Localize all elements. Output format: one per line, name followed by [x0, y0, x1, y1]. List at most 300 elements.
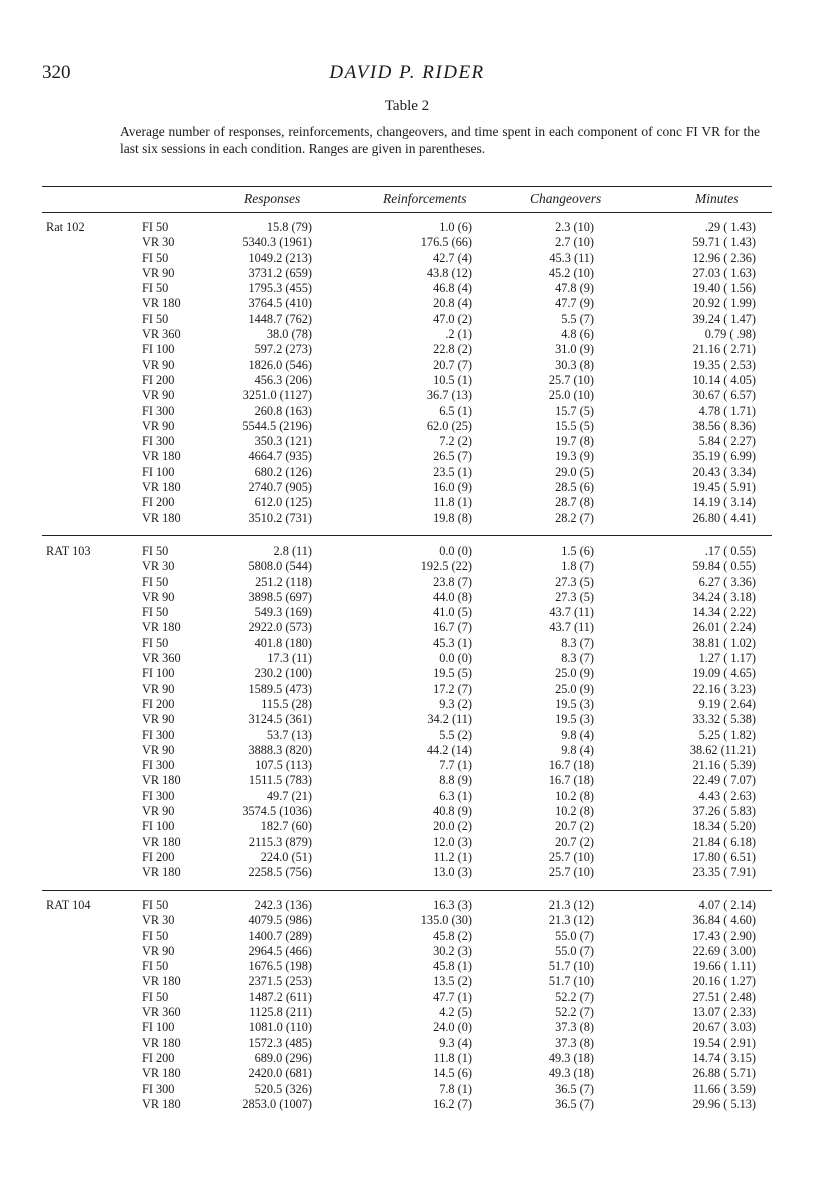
minutes-cell: 14.34 ( 2.22): [692, 605, 756, 620]
reinforcements-cell: 17.2 (7): [433, 681, 472, 696]
minutes-cell: 0.79 ( .98): [704, 327, 756, 342]
table-row: [42, 666, 772, 681]
condition-cell: VR 180: [142, 834, 181, 849]
table-row: [42, 773, 772, 788]
table-row: [42, 358, 772, 373]
condition-cell: FI 50: [142, 959, 169, 974]
responses-cell: 612.0 (125): [254, 495, 312, 510]
table-row: [42, 944, 772, 959]
changeovers-cell: 31.0 (9): [555, 342, 594, 357]
reinforcements-cell: 20.8 (4): [433, 296, 472, 311]
table-row: [42, 959, 772, 974]
responses-cell: 1589.5 (473): [248, 681, 312, 696]
rat-104-section: [42, 898, 772, 1112]
table-row: [42, 590, 772, 605]
changeovers-cell: 28.5 (6): [555, 480, 594, 495]
table-row: [42, 327, 772, 342]
reinforcements-cell: 176.5 (66): [420, 235, 472, 250]
responses-cell: 1400.7 (289): [248, 928, 312, 943]
responses-cell: 15.8 (79): [266, 220, 312, 234]
table-row: [42, 835, 772, 850]
rat-label: Rat 102: [46, 220, 85, 234]
changeovers-cell: 8.3 (7): [561, 651, 594, 666]
reinforcements-cell: 8.8 (9): [439, 773, 472, 788]
table-row: [42, 480, 772, 495]
minutes-cell: 34.24 ( 3.18): [692, 589, 756, 604]
responses-cell: 38.0 (78): [266, 327, 312, 342]
condition-cell: FI 50: [142, 989, 169, 1004]
reinforcements-cell: 13.0 (3): [433, 865, 472, 880]
changeovers-cell: 19.7 (8): [555, 434, 594, 449]
table-row: [42, 575, 772, 590]
changeovers-cell: 28.2 (7): [555, 510, 594, 525]
column-header-reinforcements: Reinforcements: [383, 191, 467, 206]
reinforcements-cell: 41.0 (5): [433, 605, 472, 620]
running-head-author: DAVID P. RIDER: [329, 62, 485, 83]
condition-cell: VR 360: [142, 327, 181, 342]
table-row: [42, 974, 772, 989]
condition-cell: VR 180: [142, 449, 181, 464]
table-row: [42, 342, 772, 357]
responses-cell: 53.7 (13): [266, 727, 312, 742]
condition-cell: FI 50: [142, 898, 169, 912]
reinforcements-cell: 30.2 (3): [433, 943, 472, 958]
minutes-cell: 26.01 ( 2.24): [692, 620, 756, 635]
changeovers-cell: 55.0 (7): [555, 928, 594, 943]
reinforcements-cell: 0.0 (0): [439, 651, 472, 666]
minutes-cell: 13.07 ( 2.33): [692, 1005, 756, 1020]
changeovers-cell: 16.7 (18): [548, 773, 594, 788]
condition-cell: FI 200: [142, 849, 175, 864]
rat-103-section: [42, 544, 772, 881]
table-row: [42, 1036, 772, 1051]
condition-cell: VR 90: [142, 681, 175, 696]
changeovers-cell: 45.3 (11): [549, 250, 594, 265]
minutes-cell: 20.92 ( 1.99): [692, 296, 756, 311]
minutes-cell: 22.49 ( 7.07): [692, 773, 756, 788]
condition-cell: VR 90: [142, 388, 175, 403]
table-row: [42, 511, 772, 526]
minutes-cell: 21.16 ( 5.39): [692, 758, 756, 773]
responses-cell: 350.3 (121): [254, 434, 312, 449]
condition-cell: VR 30: [142, 559, 175, 574]
minutes-cell: 10.14 ( 4.05): [692, 372, 756, 387]
changeovers-cell: 25.7 (10): [548, 372, 594, 387]
responses-cell: 2371.5 (253): [248, 974, 312, 989]
changeovers-cell: 9.8 (4): [561, 742, 594, 757]
condition-cell: FI 100: [142, 819, 175, 834]
changeovers-cell: 47.8 (9): [555, 281, 594, 296]
condition-cell: FI 300: [142, 727, 175, 742]
reinforcements-cell: 135.0 (30): [420, 913, 472, 928]
changeovers-cell: 27.3 (5): [555, 589, 594, 604]
responses-cell: 597.2 (273): [254, 342, 312, 357]
reinforcements-cell: 47.0 (2): [433, 311, 472, 326]
table-row: [42, 296, 772, 311]
table-row: [42, 388, 772, 403]
reinforcements-cell: 45.8 (2): [433, 928, 472, 943]
reinforcements-cell: 16.0 (9): [433, 480, 472, 495]
responses-cell: 242.3 (136): [254, 898, 312, 912]
reinforcements-cell: 1.0 (6): [439, 220, 472, 234]
responses-cell: 1448.7 (762): [248, 311, 312, 326]
reinforcements-cell: 45.3 (1): [433, 635, 472, 650]
reinforcements-cell: 36.7 (13): [426, 388, 472, 403]
minutes-cell: 5.25 ( 1.82): [698, 727, 756, 742]
changeovers-cell: 43.7 (11): [549, 605, 594, 620]
reinforcements-cell: 12.0 (3): [433, 834, 472, 849]
changeovers-cell: 5.5 (7): [561, 311, 594, 326]
minutes-cell: 5.84 ( 2.27): [698, 434, 756, 449]
condition-cell: VR 90: [142, 943, 175, 958]
table-row: [42, 682, 772, 697]
responses-cell: 1826.0 (546): [248, 357, 312, 372]
minutes-cell: 21.16 ( 2.71): [692, 342, 756, 357]
minutes-cell: 9.19 ( 2.64): [698, 696, 756, 711]
changeovers-cell: 1.5 (6): [561, 544, 594, 558]
responses-cell: 2964.5 (466): [248, 943, 312, 958]
condition-cell: VR 90: [142, 357, 175, 372]
minutes-cell: 29.96 ( 5.13): [692, 1096, 756, 1111]
changeovers-cell: 37.3 (8): [555, 1020, 594, 1035]
reinforcements-cell: 14.5 (6): [433, 1066, 472, 1081]
minutes-cell: 20.16 ( 1.27): [692, 974, 756, 989]
table-row: [42, 1097, 772, 1112]
condition-cell: FI 50: [142, 574, 169, 589]
table-row: [42, 419, 772, 434]
responses-cell: 182.7 (60): [260, 819, 312, 834]
reinforcements-cell: 62.0 (25): [426, 418, 472, 433]
changeovers-cell: 51.7 (10): [548, 974, 594, 989]
reinforcements-cell: 24.0 (0): [433, 1020, 472, 1035]
table-row: [42, 1020, 772, 1035]
condition-cell: VR 180: [142, 510, 181, 525]
responses-cell: 1125.8 (211): [249, 1005, 312, 1020]
minutes-cell: 22.16 ( 3.23): [692, 681, 756, 696]
responses-cell: 107.5 (113): [255, 758, 312, 773]
changeovers-cell: 20.7 (2): [555, 819, 594, 834]
responses-cell: 5544.5 (2196): [242, 418, 312, 433]
responses-cell: 401.8 (180): [254, 635, 312, 650]
column-header-minutes: Minutes: [695, 191, 739, 206]
responses-cell: 3251.0 (1127): [242, 388, 312, 403]
reinforcements-cell: 6.5 (1): [439, 403, 472, 418]
changeovers-cell: 29.0 (5): [555, 464, 594, 479]
minutes-cell: .29 ( 1.43): [704, 220, 756, 234]
table-row: [42, 804, 772, 819]
reinforcements-cell: 13.5 (2): [433, 974, 472, 989]
minutes-cell: 19.45 ( 5.91): [692, 480, 756, 495]
reinforcements-cell: 44.0 (8): [433, 589, 472, 604]
minutes-cell: 38.81 ( 1.02): [692, 635, 756, 650]
responses-cell: 251.2 (118): [255, 574, 312, 589]
table-row: [42, 758, 772, 773]
table-row: [42, 636, 772, 651]
condition-cell: FI 200: [142, 495, 175, 510]
minutes-cell: 4.43 ( 2.63): [698, 788, 756, 803]
reinforcements-cell: 192.5 (22): [420, 559, 472, 574]
table-row: [42, 281, 772, 296]
table-row: [42, 434, 772, 449]
header-rule: [42, 212, 772, 213]
condition-cell: FI 50: [142, 281, 169, 296]
condition-cell: VR 360: [142, 651, 181, 666]
responses-cell: 1572.3 (485): [248, 1035, 312, 1050]
changeovers-cell: 15.7 (5): [555, 403, 594, 418]
responses-cell: 3510.2 (731): [248, 510, 312, 525]
condition-cell: FI 50: [142, 250, 169, 265]
condition-cell: VR 90: [142, 804, 175, 819]
changeovers-cell: 16.7 (18): [548, 758, 594, 773]
condition-cell: FI 200: [142, 372, 175, 387]
minutes-cell: 27.51 ( 2.48): [692, 989, 756, 1004]
running-header: [42, 58, 772, 88]
table-caption: Average number of responses, reinforcements, changeovers, and time spent in each component of conc FI VR for the last six sessions in each condition. Ranges are given in parentheses.: [120, 124, 760, 156]
changeovers-cell: 15.5 (5): [555, 418, 594, 433]
changeovers-cell: 47.7 (9): [555, 296, 594, 311]
minutes-cell: 27.03 ( 1.63): [692, 265, 756, 280]
page-number: 320: [42, 62, 71, 83]
minutes-cell: 59.84 ( 0.55): [692, 559, 756, 574]
changeovers-cell: 25.0 (9): [555, 666, 594, 681]
condition-cell: VR 30: [142, 913, 175, 928]
responses-cell: 520.5 (326): [254, 1081, 312, 1096]
changeovers-cell: 9.8 (4): [561, 727, 594, 742]
changeovers-cell: 28.7 (8): [555, 495, 594, 510]
condition-cell: VR 90: [142, 589, 175, 604]
changeovers-cell: 37.3 (8): [555, 1035, 594, 1050]
condition-cell: VR 180: [142, 974, 181, 989]
responses-cell: 1049.2 (213): [248, 250, 312, 265]
changeovers-cell: 2.7 (10): [555, 235, 594, 250]
minutes-cell: 1.27 ( 1.17): [698, 651, 756, 666]
minutes-cell: 37.26 ( 5.83): [692, 804, 756, 819]
table-row: [42, 373, 772, 388]
reinforcements-cell: 11.2 (1): [433, 849, 472, 864]
table-row: [42, 913, 772, 928]
responses-cell: 1795.3 (455): [248, 281, 312, 296]
responses-cell: 549.3 (169): [254, 605, 312, 620]
changeovers-cell: 20.7 (2): [555, 834, 594, 849]
minutes-cell: 22.69 ( 3.00): [692, 943, 756, 958]
responses-cell: 115.5 (28): [261, 696, 312, 711]
reinforcements-cell: 6.3 (1): [439, 788, 472, 803]
minutes-cell: 59.71 ( 1.43): [692, 235, 756, 250]
condition-cell: FI 200: [142, 696, 175, 711]
condition-cell: FI 300: [142, 788, 175, 803]
rat-label: RAT 104: [46, 898, 91, 912]
responses-cell: 3731.2 (659): [248, 265, 312, 280]
table-row: [42, 495, 772, 510]
minutes-cell: 20.43 ( 3.34): [692, 464, 756, 479]
table-row: [42, 251, 772, 266]
top-rule: [42, 186, 772, 187]
table-row: [42, 312, 772, 327]
minutes-cell: 19.40 ( 1.56): [692, 281, 756, 296]
changeovers-cell: 27.3 (5): [555, 574, 594, 589]
changeovers-cell: 36.5 (7): [555, 1081, 594, 1096]
reinforcements-cell: 16.7 (7): [433, 620, 472, 635]
reinforcements-cell: 9.3 (2): [439, 696, 472, 711]
reinforcements-cell: 16.3 (3): [433, 898, 472, 912]
rat-102-section: [42, 220, 772, 526]
reinforcements-cell: 7.2 (2): [439, 434, 472, 449]
changeovers-cell: 8.3 (7): [561, 635, 594, 650]
table-row: [42, 605, 772, 620]
condition-cell: VR 360: [142, 1005, 181, 1020]
reinforcements-cell: 10.5 (1): [433, 372, 472, 387]
section-rule: [42, 890, 772, 891]
minutes-cell: 19.35 ( 2.53): [692, 357, 756, 372]
minutes-cell: 4.07 ( 2.14): [698, 898, 756, 912]
reinforcements-cell: 11.8 (1): [433, 1050, 472, 1065]
table-row: [42, 1051, 772, 1066]
responses-cell: 456.3 (206): [254, 372, 312, 387]
reinforcements-cell: 44.2 (14): [426, 742, 472, 757]
responses-cell: 2420.0 (681): [248, 1066, 312, 1081]
minutes-cell: 36.84 ( 4.60): [692, 913, 756, 928]
table-row: [42, 929, 772, 944]
changeovers-cell: 19.5 (3): [555, 712, 594, 727]
responses-cell: 3888.3 (820): [248, 742, 312, 757]
condition-cell: VR 90: [142, 418, 175, 433]
minutes-cell: 21.84 ( 6.18): [692, 834, 756, 849]
changeovers-cell: 2.3 (10): [555, 220, 594, 234]
changeovers-cell: 1.8 (7): [561, 559, 594, 574]
condition-cell: FI 50: [142, 605, 169, 620]
condition-cell: FI 50: [142, 220, 169, 234]
table-row: [42, 697, 772, 712]
table-row: [42, 651, 772, 666]
responses-cell: 1487.2 (611): [248, 989, 312, 1004]
condition-cell: VR 180: [142, 1035, 181, 1050]
reinforcements-cell: 43.8 (12): [426, 265, 472, 280]
table-row: [42, 743, 772, 758]
minutes-cell: 19.54 ( 2.91): [692, 1035, 756, 1050]
responses-cell: 224.0 (51): [260, 849, 312, 864]
reinforcements-cell: 0.0 (0): [439, 544, 472, 558]
changeovers-cell: 30.3 (8): [555, 357, 594, 372]
condition-cell: FI 50: [142, 311, 169, 326]
minutes-cell: 23.35 ( 7.91): [692, 865, 756, 880]
responses-cell: 4079.5 (986): [248, 913, 312, 928]
changeovers-cell: 10.2 (8): [555, 804, 594, 819]
changeovers-cell: 25.0 (10): [548, 388, 594, 403]
minutes-cell: 26.88 ( 5.71): [692, 1066, 756, 1081]
column-header-responses: Responses: [244, 191, 301, 206]
section-rule: [42, 535, 772, 536]
minutes-cell: 35.19 ( 6.99): [692, 449, 756, 464]
reinforcements-cell: 45.8 (1): [433, 959, 472, 974]
minutes-cell: 20.67 ( 3.03): [692, 1020, 756, 1035]
table-row: [42, 544, 772, 559]
responses-cell: 5808.0 (544): [248, 559, 312, 574]
reinforcements-cell: 23.5 (1): [433, 464, 472, 479]
changeovers-cell: 19.3 (9): [555, 449, 594, 464]
minutes-cell: 38.62 (11.21): [689, 742, 756, 757]
condition-cell: FI 50: [142, 928, 169, 943]
condition-cell: FI 100: [142, 464, 175, 479]
responses-cell: 2115.3 (879): [248, 834, 312, 849]
minutes-cell: 26.80 ( 4.41): [692, 510, 756, 525]
condition-cell: VR 30: [142, 235, 175, 250]
condition-cell: FI 300: [142, 758, 175, 773]
changeovers-cell: 4.8 (6): [561, 327, 594, 342]
responses-cell: 3764.5 (410): [248, 296, 312, 311]
reinforcements-cell: 9.3 (4): [439, 1035, 472, 1050]
responses-cell: 4664.7 (935): [248, 449, 312, 464]
minutes-cell: 19.66 ( 1.11): [692, 959, 756, 974]
responses-cell: 3124.5 (361): [248, 712, 312, 727]
changeovers-cell: 52.2 (7): [555, 989, 594, 1004]
table-row: [42, 728, 772, 743]
reinforcements-cell: 20.0 (2): [433, 819, 472, 834]
responses-cell: 680.2 (126): [254, 464, 312, 479]
minutes-cell: 4.78 ( 1.71): [698, 403, 756, 418]
reinforcements-cell: 26.5 (7): [433, 449, 472, 464]
changeovers-cell: 36.5 (7): [555, 1096, 594, 1111]
reinforcements-cell: 11.8 (1): [433, 495, 472, 510]
table-title: Table 2: [384, 98, 430, 114]
table-row: [42, 266, 772, 281]
condition-cell: FI 100: [142, 1020, 175, 1035]
condition-cell: FI 300: [142, 434, 175, 449]
table-row: [42, 1005, 772, 1020]
reinforcements-cell: 19.8 (8): [433, 510, 472, 525]
table-row: [42, 865, 772, 880]
minutes-cell: 33.32 ( 5.38): [692, 712, 756, 727]
responses-cell: 1676.5 (198): [248, 959, 312, 974]
changeovers-cell: 43.7 (11): [549, 620, 594, 635]
changeovers-cell: 55.0 (7): [555, 943, 594, 958]
responses-cell: 5340.3 (1961): [242, 235, 312, 250]
condition-cell: VR 180: [142, 865, 181, 880]
responses-cell: 260.8 (163): [254, 403, 312, 418]
condition-cell: VR 180: [142, 620, 181, 635]
changeovers-cell: 49.3 (18): [548, 1050, 594, 1065]
reinforcements-cell: 34.2 (11): [427, 712, 472, 727]
condition-cell: FI 100: [142, 666, 175, 681]
condition-cell: VR 180: [142, 296, 181, 311]
minutes-cell: 14.19 ( 3.14): [692, 495, 756, 510]
table-row: [42, 220, 772, 235]
table-row: [42, 404, 772, 419]
minutes-cell: 19.09 ( 4.65): [692, 666, 756, 681]
condition-cell: VR 90: [142, 265, 175, 280]
reinforcements-cell: 23.8 (7): [433, 574, 472, 589]
table-row: [42, 1066, 772, 1081]
changeovers-cell: 25.0 (9): [555, 681, 594, 696]
condition-cell: FI 50: [142, 635, 169, 650]
reinforcements-cell: 5.5 (2): [439, 727, 472, 742]
reinforcements-cell: .2 (1): [445, 327, 472, 342]
reinforcements-cell: 47.7 (1): [433, 989, 472, 1004]
minutes-cell: 30.67 ( 6.57): [692, 388, 756, 403]
minutes-cell: 12.96 ( 2.36): [692, 250, 756, 265]
table-row: [42, 712, 772, 727]
reinforcements-cell: 42.7 (4): [433, 250, 472, 265]
column-header-changeovers: Changeovers: [530, 191, 602, 206]
minutes-cell: 39.24 ( 1.47): [692, 311, 756, 326]
condition-cell: VR 180: [142, 1066, 181, 1081]
table-row: [42, 465, 772, 480]
table-row: [42, 235, 772, 250]
condition-cell: VR 180: [142, 773, 181, 788]
condition-cell: FI 100: [142, 342, 175, 357]
condition-cell: VR 180: [142, 480, 181, 495]
minutes-cell: 38.56 ( 8.36): [692, 418, 756, 433]
condition-cell: FI 300: [142, 1081, 175, 1096]
